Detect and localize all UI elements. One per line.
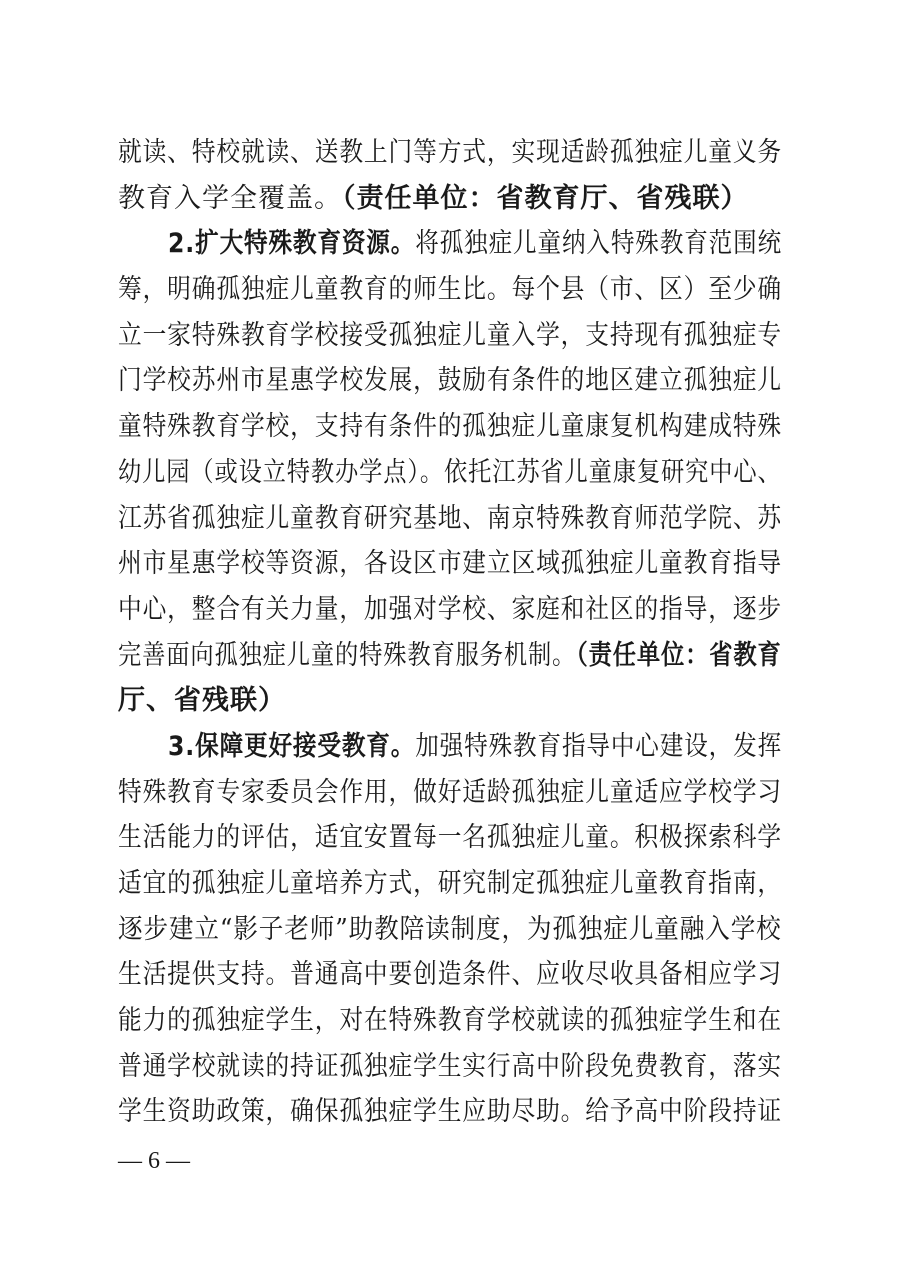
text-line xyxy=(118,313,782,359)
text-line xyxy=(118,1044,782,1090)
text-line xyxy=(118,541,782,587)
line-text: 中心，整合有关力量，加强对学校、家庭和社区的指导，逐步 xyxy=(118,593,782,625)
text-line xyxy=(118,267,782,313)
line-text: 筹，明确孤独症儿童教育的师生比。每个县（市、区）至少确 xyxy=(118,274,782,306)
line-text: 童特殊教育学校，支持有条件的孤独症儿童康复机构建成特殊 xyxy=(118,411,782,443)
text-line xyxy=(118,724,782,770)
text-line xyxy=(118,404,782,450)
text-line xyxy=(118,770,782,816)
line-text: 完善面向孤独症儿童的特殊教育服务机制。 xyxy=(118,639,577,671)
body-text xyxy=(118,130,782,1135)
text-line xyxy=(118,861,782,907)
text-line xyxy=(118,221,782,267)
line-text: 立一家特殊教育学校接受孤独症儿童入学，支持现有孤独症专 xyxy=(118,319,782,351)
line-text: 逐步建立“影子老师”助教陪读制度，为孤独症儿童融入学校 xyxy=(118,913,782,945)
line-text: 特殊教育专家委员会作用，做好适龄孤独症儿童适应学校学习 xyxy=(118,776,782,808)
text-line xyxy=(118,1089,782,1135)
line-text: 适宜的孤独症儿童培养方式，研究制定孤独症儿童教育指南， xyxy=(118,868,782,899)
text-line xyxy=(118,907,782,953)
line-text: 州市星惠学校等资源，各设区市建立区域孤独症儿童教育指导 xyxy=(118,548,782,580)
text-line xyxy=(118,815,782,861)
text-line xyxy=(118,358,782,404)
line-text: 就读、特校就读、送教上门等方式，实现适龄孤独症儿童义务 xyxy=(118,137,782,168)
text-line xyxy=(118,998,782,1044)
line-text: 门学校苏州市星惠学校发展，鼓励有条件的地区建立孤独症儿 xyxy=(118,365,782,397)
line-text: 学生资助政策，确保孤独症学生应助尽助。给予高中阶段持证 xyxy=(118,1096,782,1128)
line-text: 生活能力的评估，适宜安置每一名孤独症儿童。积极探索科学 xyxy=(118,822,782,854)
text-line xyxy=(118,587,782,633)
text-line xyxy=(118,130,782,176)
line-text: 江苏省孤独症儿童教育研究基地、南京特殊教育师范学院、苏 xyxy=(118,502,782,534)
responsibility-note: 厅、省残联） xyxy=(118,685,286,717)
section-heading: 3.保障更好接受教育。 xyxy=(168,730,416,762)
line-text: 能力的孤独症学生，对在特殊教育学校就读的孤独症学生和在 xyxy=(118,1005,782,1037)
line-text: 将孤独症儿童纳入特殊教育范围统 xyxy=(415,228,783,260)
text-line xyxy=(118,176,782,222)
text-line xyxy=(118,952,782,998)
responsibility-note: （责任单位：省教育厅、省残联） xyxy=(342,182,749,214)
line-text: 普通学校就读的持证孤独症学生实行高中阶段免费教育，落实 xyxy=(118,1050,782,1082)
page-number: — 6 — xyxy=(118,1148,190,1174)
text-line xyxy=(118,633,782,679)
section-heading: 2.扩大特殊教育资源。 xyxy=(168,228,416,260)
line-text: 幼儿园（或设立特教办学点）。依托江苏省儿童康复研究中心、 xyxy=(118,456,782,488)
text-line xyxy=(118,450,782,496)
text-line xyxy=(118,678,782,724)
line-text: 生活提供支持。普通高中要创造条件、应收尽收具备相应学习 xyxy=(118,959,782,991)
responsibility-note: （责任单位：省教育 xyxy=(576,639,782,671)
text-line xyxy=(118,496,782,542)
line-text: 教育入学全覆盖。 xyxy=(118,182,342,214)
line-text: 加强特殊教育指导中心建设，发挥 xyxy=(415,730,783,762)
